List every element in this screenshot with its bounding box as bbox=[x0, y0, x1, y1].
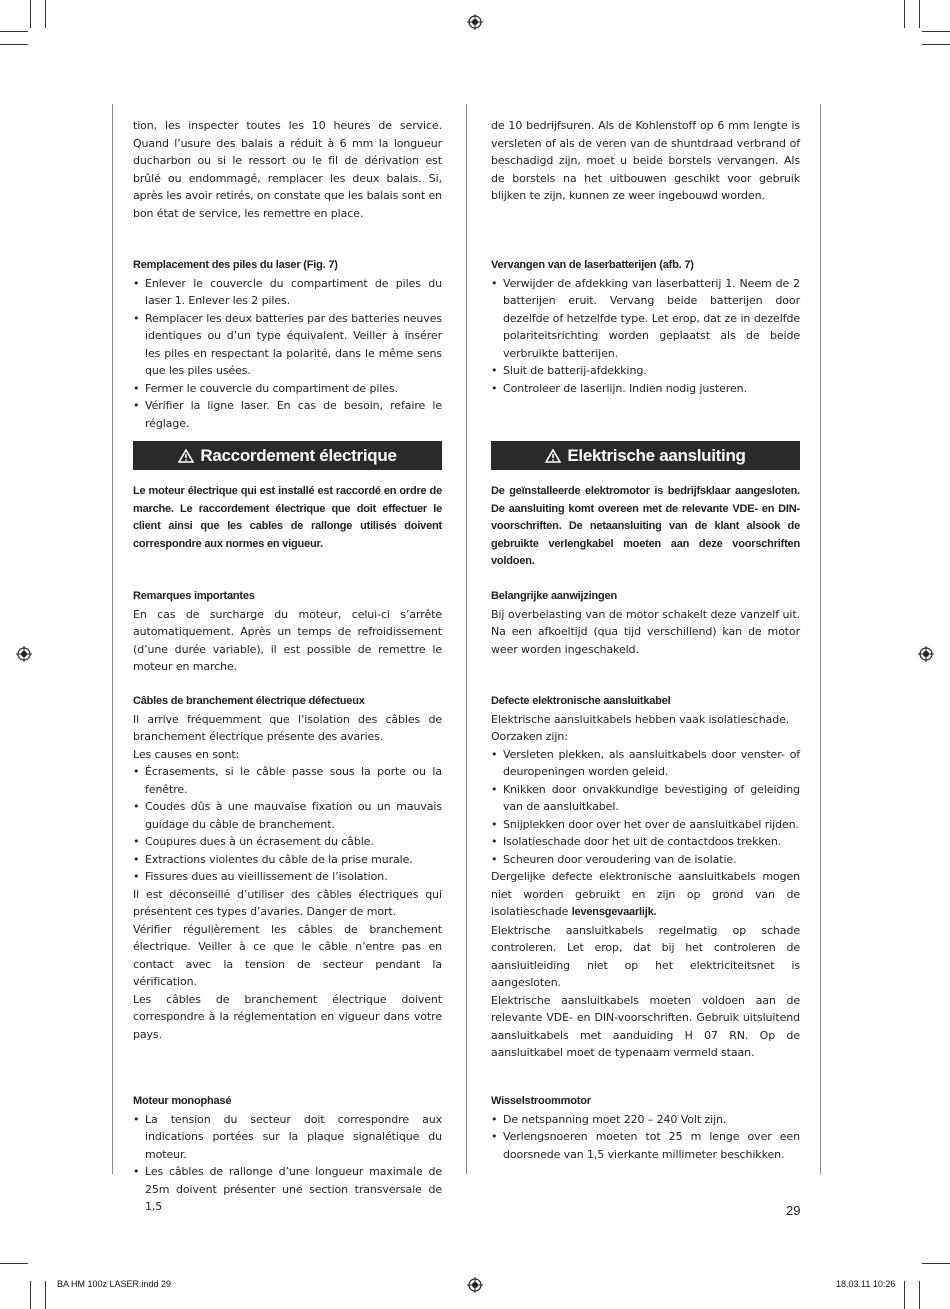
crop-mark bbox=[922, 1263, 950, 1264]
list-item: • Enlever le couvercle du compartiment de piles du laser 1. Enlever les 2 piles. bbox=[133, 275, 442, 310]
list-item: • Fissures dues au vieillissement de l’isolation. bbox=[133, 868, 442, 886]
paragraph: Oorzaken zijn: bbox=[491, 730, 568, 743]
section-heading: Moteur monophasé bbox=[133, 1095, 232, 1107]
list-item: • Snijplekken door over het over de aansluitkabel rijden. bbox=[491, 816, 800, 834]
list-item: • Scheuren door veroudering van de isolatie. bbox=[491, 851, 800, 869]
warning-triangle-icon bbox=[545, 449, 561, 463]
paragraph: Elektrische aansluitkabels regelmatig op schade controleren. Let erop, dat bij het controleren de aansluitleiding niet op het elektriciteitsnet is aangesloten. bbox=[491, 923, 800, 989]
paragraph-text: Dergelijke defecte elektronische aansluitkabels mogen niet worden gebruikt en zijn op grond van de isolatieschade bbox=[491, 870, 800, 918]
column-rule bbox=[466, 104, 467, 1174]
crop-mark bbox=[904, 1281, 905, 1309]
list-item: • Isolatieschade door het uit de contactdoos trekken. bbox=[491, 833, 800, 851]
crop-mark bbox=[919, 1281, 920, 1309]
dutch-column bbox=[491, 117, 800, 1177]
warning-triangle-icon bbox=[178, 449, 194, 463]
causes-list bbox=[133, 763, 442, 886]
registration-mark-icon bbox=[918, 646, 934, 662]
list-item: • Verlengsnoeren moeten tot 25 m lenge over een doorsnede van 1,5 vierkante millimeter beschikken. bbox=[491, 1128, 800, 1163]
crop-mark bbox=[922, 44, 950, 45]
paragraph: En cas de surcharge du moteur, celui-ci s’arrête automatiquement. Après un temps de refroidissement (d’une durée variable), il est possible de remettre le moteur en marche. bbox=[133, 607, 442, 673]
motor-list bbox=[133, 1111, 442, 1216]
crop-mark bbox=[30, 0, 31, 28]
section-heading: Remplacement des piles du laser (Fig. 7) bbox=[133, 259, 338, 271]
list-item: • Les câbles de rallonge d’une longueur maximale de 25m doivent présenter une section transversale de 1,5 bbox=[133, 1163, 442, 1216]
motor-list bbox=[491, 1111, 800, 1164]
paragraph: Elektrische aansluitkabels hebben vaak isolatieschade. bbox=[491, 712, 790, 726]
paragraph: Elektrische aansluitkabels moeten voldoen aan de relevante VDE- en DIN-voorschriften. Gebruik uitsluitend aansluitkabels met aanduiding H 07 RN. Op de aansluitkabel moet de typenaam vermeld staan. bbox=[491, 993, 800, 1059]
crop-mark bbox=[0, 31, 28, 32]
list-item: • Versleten plekken, als aansluitkabels door venster- of deuropeningen worden geleid. bbox=[491, 746, 800, 781]
intro-paragraph: tion, les inspecter toutes les 10 heures de service. Quand l’usure des balais a réduit à 6 mm la longueur ducharbon ou si le ressort ou le fil de dérivation est brûlé ou endommagé, remplacer les deux balais. Si, après les avoir retirés, on constate que les balais sont en bon état de service, les remettre en place. bbox=[133, 119, 442, 220]
list-item: • Sluit de batterij-afdekking. bbox=[491, 362, 800, 380]
page-number: 29 bbox=[786, 1203, 801, 1218]
paragraph: Il est déconseillé d’utiliser des câbles électriques qui présentent ces types d’avaries. Danger de mort. bbox=[133, 887, 442, 918]
list-item: • Knikken door onvakkundige bevestiging of geleiding van de aansluitkabel. bbox=[491, 781, 800, 816]
battery-steps-list bbox=[133, 275, 442, 433]
section-heading: Wisselstroommotor bbox=[491, 1095, 591, 1107]
paragraph: Les câbles de branchement électrique doivent correspondre à la réglementation en vigueur dans votre pays. bbox=[133, 992, 442, 1041]
warning-emphasis: levensgevaarlijk. bbox=[571, 906, 657, 918]
banner-title: Raccordement électrique bbox=[200, 445, 397, 465]
list-item: • Extractions violentes du câble de la prise murale. bbox=[133, 851, 442, 869]
print-slug-right: 18.03.11 10:26 bbox=[836, 1279, 896, 1289]
bold-intro: De geïnstalleerde elektromotor is bedrijfsklaar aangesloten. De aansluiting komt overeen met de relevante VDE- en DIN-voorschriften. De netaansluiting van de klant alsook de gebruikte verlengkabel moeten aan deze voorschriften voldoen. bbox=[491, 485, 800, 567]
registration-mark-icon bbox=[16, 646, 32, 662]
crop-mark bbox=[0, 1263, 28, 1264]
section-heading: Belangrijke aanwijzingen bbox=[491, 590, 618, 602]
paragraph: Vérifier régulièrement les câbles de branchement électrique. Veiller à ce que le câble n’entre pas en contact avec la tension de secteur pendant la vérification. bbox=[133, 922, 442, 988]
column-rule bbox=[820, 104, 821, 1174]
list-item: • Controleer de laserlijn. Indien nodig justeren. bbox=[491, 380, 800, 398]
intro-paragraph: de 10 bedrijfsuren. Als de Kohlenstoff op 6 mm lengte is versleten of als de veren van de shuntdraad verbrand of beschadigd zijn, moet u beide borstels vervangen. Als de borstels na het uitbouwen geschikt voor gebruik blijken te zijn, kunnen ze weer ingebouwd worden. bbox=[491, 119, 800, 202]
section-banner bbox=[491, 441, 800, 470]
crop-mark bbox=[904, 0, 905, 28]
section-heading: Vervangen van de laserbatterijen (afb. 7) bbox=[491, 259, 694, 271]
list-item: • Fermer le couvercle du compartiment de piles. bbox=[133, 380, 442, 398]
list-item: • Coupures dues à un écrasement du câble. bbox=[133, 833, 442, 851]
section-banner bbox=[133, 441, 442, 470]
paragraph bbox=[491, 868, 800, 922]
list-item: • De netspanning moet 220 – 240 Volt zijn. bbox=[491, 1111, 800, 1129]
crop-mark bbox=[45, 0, 46, 28]
french-column bbox=[133, 117, 442, 1213]
crop-mark bbox=[922, 31, 950, 32]
battery-steps-list bbox=[491, 275, 800, 398]
list-item: • La tension du secteur doit correspondre aux indications portées sur la plaque signalétique du moteur. bbox=[133, 1111, 442, 1164]
column-rule bbox=[112, 104, 113, 1174]
crop-mark bbox=[45, 1281, 46, 1309]
causes-list bbox=[491, 746, 800, 869]
paragraph: Bij overbelasting van de motor schakelt deze vanzelf uit. Na een afkoeltijd (qua tijd verschillend) kan de motor weer worden ingeschakeld. bbox=[491, 607, 800, 656]
list-item: • Verwijder de afdekking van laserbatterij 1. Neem de 2 batterijen eruit. Vervang beide batterijen door dezelfde of hetzelfde type. Let erop, dat ze in dezelfde polariteitsrichting worden geplaatst als de beide verbruikte batterijen. bbox=[491, 275, 800, 363]
registration-mark-icon bbox=[467, 1277, 483, 1293]
paragraph: Les causes en sont: bbox=[133, 747, 240, 761]
print-slug-left: BA HM 100z LASER.indd 29 bbox=[57, 1279, 172, 1289]
bold-intro: Le moteur électrique qui est installé est raccordé en ordre de marche. Le raccordement électrique que doit effectuer le client ainsi que les cables de rallonge utilisés doivent correspondre aux normes en vigueur. bbox=[133, 485, 442, 550]
section-heading: Remarques importantes bbox=[133, 590, 255, 602]
registration-mark-icon bbox=[467, 14, 483, 30]
banner-title: Elektrische aansluiting bbox=[567, 445, 746, 465]
list-item: • Coudes dûs à une mauvaise fixation ou un mauvais guidage du câble de branchement. bbox=[133, 798, 442, 833]
section-heading: Defecte elektronische aansluitkabel bbox=[491, 695, 671, 707]
section-heading: Câbles de branchement électrique défectueux bbox=[133, 695, 365, 707]
paragraph: Il arrive fréquemment que l’isolation des câbles de branchement électrique présente des avaries. bbox=[133, 712, 442, 743]
crop-mark bbox=[30, 1281, 31, 1309]
crop-mark bbox=[0, 44, 28, 45]
list-item: • Écrasements, si le câble passe sous la porte ou la fenêtre. bbox=[133, 763, 442, 798]
list-item: • Vérifier la ligne laser. En cas de besoin, refaire le réglage. bbox=[133, 397, 442, 432]
list-item: • Remplacer les deux batteries par des batteries neuves identiques ou d’un type équivalent. Veiller à insérer les piles en respectant la polarité, dans le même sens que les piles usées. bbox=[133, 310, 442, 380]
crop-mark bbox=[919, 0, 920, 28]
